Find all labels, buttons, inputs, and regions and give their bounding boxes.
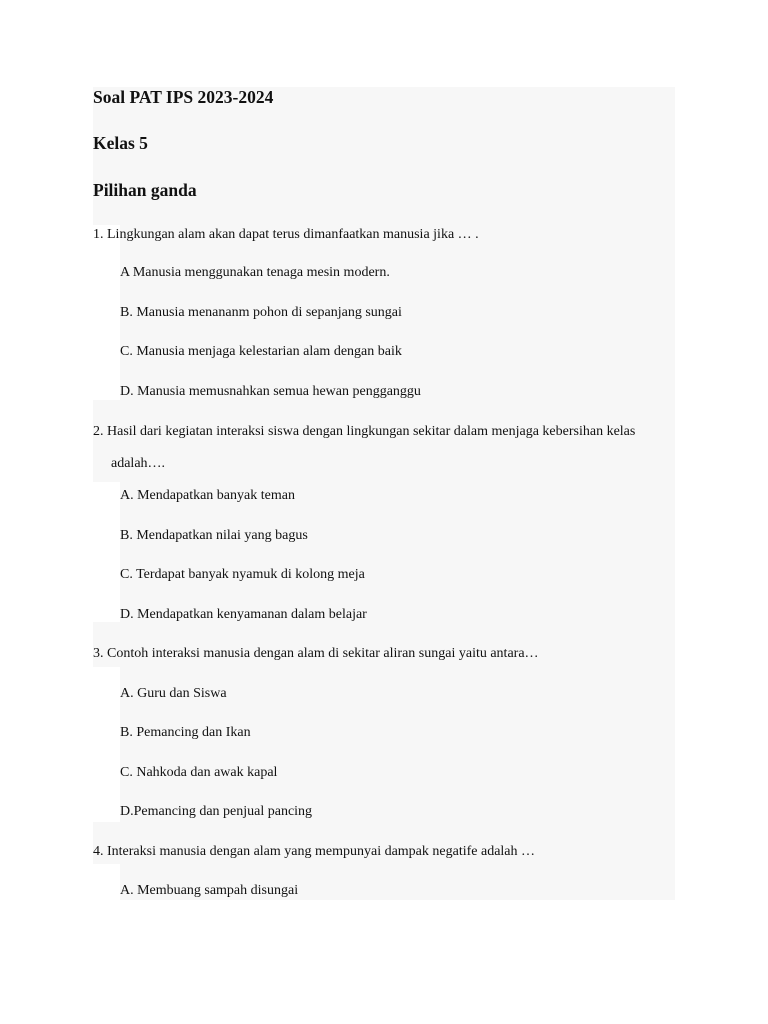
option-3d: D.Pemancing dan penjual pancing (120, 804, 313, 819)
option-3a: A. Guru dan Siswa (120, 686, 227, 701)
option-1c: C. Manusia menjaga kelestarian alam dengan baik (120, 344, 402, 359)
option-2b: B. Mendapatkan nilai yang bagus (120, 528, 308, 543)
option-3c: C. Nahkoda dan awak kapal (120, 765, 278, 780)
option-2a: A. Mendapatkan banyak teman (120, 488, 295, 503)
class-heading: Kelas 5 (93, 133, 148, 153)
option-2d: D. Mendapatkan kenyamanan dalam belajar (120, 607, 367, 622)
section-heading: Pilihan ganda (93, 180, 197, 200)
question-4: 4. Interaksi manusia dengan alam yang mempunyai dampak negatife adalah … (93, 844, 536, 859)
option-1a: A Manusia menggunakan tenaga mesin modern. (120, 265, 390, 280)
page-title: Soal PAT IPS 2023-2024 (93, 87, 274, 107)
option-3b: B. Pemancing dan Ikan (120, 725, 251, 740)
question-3: 3. Contoh interaksi manusia dengan alam di sekitar aliran sungai yaitu antara… (93, 646, 539, 661)
paragraph-shading (93, 400, 675, 482)
option-1d: D. Manusia memusnahkan semua hewan pengganggu (120, 384, 421, 399)
option-2c: C. Terdapat banyak nyamuk di kolong meja (120, 567, 365, 582)
question-1: 1. Lingkungan alam akan dapat terus dimanfaatkan manusia jika … . (93, 227, 479, 242)
question-2: 2. Hasil dari kegiatan interaksi siswa dengan lingkungan sekitar dalam menjaga kebersihan kelas (93, 424, 636, 439)
option-4a: A. Membuang sampah disungai (120, 883, 299, 898)
option-1b: B. Manusia menananm pohon di sepanjang sungai (120, 305, 402, 320)
question-2-continuation: adalah…. (111, 456, 166, 471)
